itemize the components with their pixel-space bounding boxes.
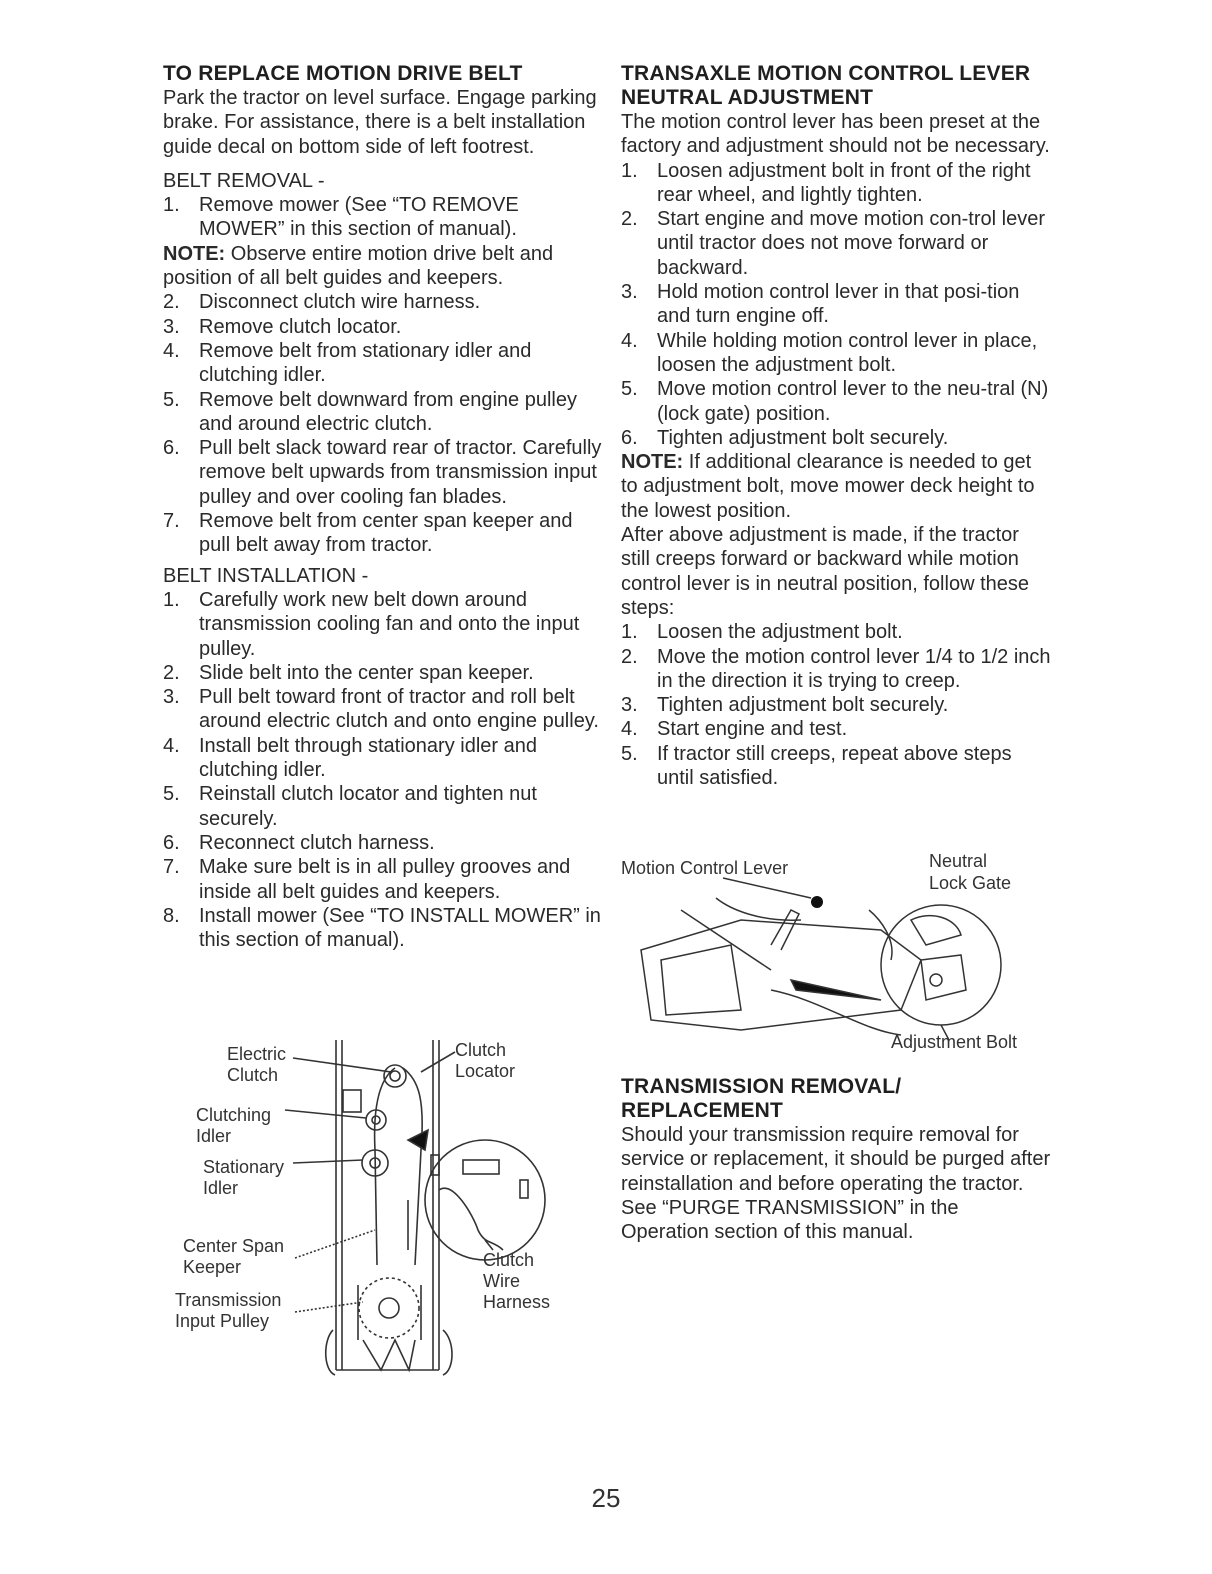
- label-clutching-idler: Clutching Idler: [196, 1105, 272, 1146]
- neutral-adjustment-heading: TRANSAXLE MOTION CONTROL LEVER NEUTRAL ADJUSTMENT: [621, 62, 1031, 109]
- list-item: 2. Slide belt into the center span keeper.: [163, 661, 534, 684]
- list-item: 6. Tighten adjustment bolt securely.: [621, 426, 949, 449]
- list-item: 3. Tighten adjustment bolt securely.: [621, 694, 949, 717]
- belt-routing-figure: [163, 1040, 603, 1390]
- list-item: 1. Carefully work new belt down around transmission cooling fan and onto the input pulley.: [163, 588, 580, 660]
- list-item: 4. Remove belt from stationary idler and clutching idler.: [163, 339, 532, 387]
- belt-removal-title: BELT REMOVAL -: [163, 169, 325, 192]
- list-item: 1. Loosen the adjustment bolt.: [621, 621, 903, 644]
- belt-installation-steps: [163, 588, 603, 952]
- list-item: 4. Install belt through stationary idler and clutching idler.: [163, 734, 537, 782]
- label-transmission-input-pulley: Transmission Input Pulley: [175, 1290, 282, 1331]
- list-item: 8. Install mower (See “TO INSTALL MOWER” in this section of manual).: [163, 904, 601, 952]
- transmission-removal-heading: TRANSMISSION REMOVAL/ REPLACEMENT: [621, 1075, 902, 1122]
- list-item: 7. Remove belt from center span keeper and pull belt away from tractor.: [163, 510, 573, 557]
- after-adjustment-text: After above adjustment is made, if the tractor still creeps forward or backward while motion control lever is in neutral position, follow these steps:: [621, 524, 1029, 619]
- list-item: 2. Start engine and move motion con-trol lever until tractor does not move forward or backward.: [621, 208, 1045, 279]
- list-item: 4. While holding motion control lever in place, loosen the adjustment bolt.: [621, 329, 1038, 376]
- transmission-section: [621, 1075, 1051, 1244]
- adjustment-note: NOTE: If additional clearance is needed to get to adjustment bolt, move mower deck height to the lowest position.: [621, 451, 1035, 522]
- belt-routing-diagram: [163, 1040, 603, 1390]
- list-item: 5. If tractor still creeps, repeat above steps until satisfied.: [621, 742, 1012, 790]
- replace-belt-intro: Park the tractor on level surface. Engage parking brake. For assistance, there is a belt installation guide decal on bottom side of left footrest.: [163, 87, 597, 158]
- list-item: 3. Remove clutch locator.: [163, 315, 402, 338]
- label-stationary-idler: Stationary Idler: [203, 1157, 285, 1198]
- neutral-adjustment-steps: [621, 159, 1051, 451]
- list-item: 5. Reinstall clutch locator and tighten nut securely.: [163, 783, 537, 830]
- removal-step: 1. Remove mower (See “TO REMOVE MOWER” in this section of manual).: [163, 194, 519, 241]
- label-neutral-lock-gate: Neutral Lock Gate: [929, 851, 1012, 893]
- list-item: 3. Hold motion control lever in that posi-tion and turn engine off.: [621, 281, 1020, 328]
- list-item: 5. Move motion control lever to the neu-tral (N) (lock gate) position.: [621, 378, 1049, 425]
- list-item: 2. Move the motion control lever 1/4 to 1/2 inch in the direction it is trying to creep.: [621, 645, 1051, 692]
- label-center-span-keeper: Center Span Keeper: [183, 1236, 285, 1277]
- label-clutch-locator: Clutch Locator: [455, 1040, 516, 1081]
- neutral-adjustment-intro: The motion control lever has been preset at the factory and adjustment should not be necessary.: [621, 111, 1050, 158]
- list-item: 6. Reconnect clutch harness.: [163, 831, 435, 854]
- replace-belt-heading: TO REPLACE MOTION DRIVE BELT: [163, 62, 523, 85]
- belt-removal-steps: [163, 290, 603, 557]
- list-item: 2. Disconnect clutch wire harness.: [163, 291, 481, 314]
- list-item: 4. Start engine and test.: [621, 718, 848, 741]
- list-item: 6. Pull belt slack toward rear of tractor. Carefully remove belt upwards from transmission input pulley and over cooling fan blades.: [163, 437, 602, 508]
- list-item: 7. Make sure belt is in all pulley grooves and inside all belt guides and keepers.: [163, 856, 571, 903]
- list-item: 1. Loosen adjustment bolt in front of the right rear wheel, and lightly tighten.: [621, 159, 1031, 206]
- motion-control-figure: [621, 850, 1051, 1060]
- right-column: [621, 62, 1051, 790]
- label-adjustment-bolt: Adjustment Bolt: [891, 1032, 1018, 1052]
- transmission-removal-text: Should your transmission require removal for service or replacement, it should be purged after reinstallation and before operating the tractor. See “PURGE TRANSMISSION” in the Operation section of this manual.: [621, 1124, 1051, 1244]
- label-electric-clutch: Electric Clutch: [227, 1044, 287, 1085]
- creep-steps: [621, 620, 1051, 790]
- label-clutch-wire-harness: Clutch Wire Harness: [483, 1250, 551, 1312]
- list-item: 3. Pull belt toward front of tractor and roll belt around electric clutch and onto engine pulley.: [163, 686, 599, 733]
- removal-note: NOTE: Observe entire motion drive belt and position of all belt guides and keepers.: [163, 242, 554, 290]
- label-motion-control-lever: Motion Control Lever: [621, 858, 789, 878]
- belt-removal-step1: [163, 193, 603, 242]
- list-item: 5. Remove belt downward from engine pulley and around electric clutch.: [163, 388, 577, 435]
- page-number: 25: [591, 1483, 621, 1513]
- belt-installation-title: BELT INSTALLATION -: [163, 564, 369, 587]
- left-column: [163, 62, 603, 952]
